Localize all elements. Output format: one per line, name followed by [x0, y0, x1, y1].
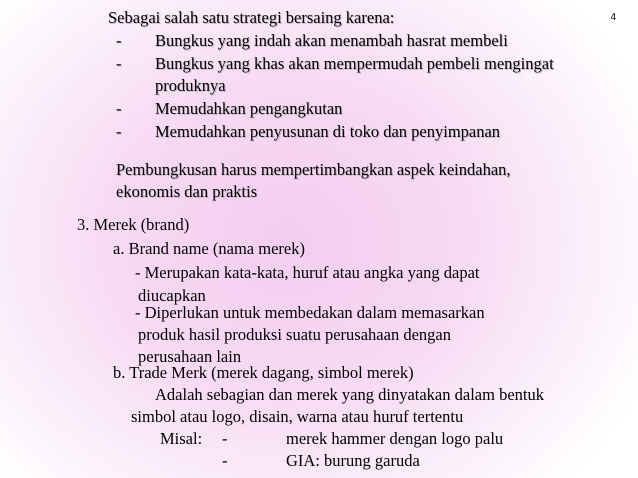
conclusion-line-2: ekonomis dan praktis [116, 182, 258, 201]
brand-name-title: a. Brand name (nama merek) [113, 239, 305, 258]
example-label: Misal: [160, 429, 203, 448]
reason-dash-4: - [116, 122, 122, 141]
reason-item-1: Bungkus yang indah akan menambah hasrat membeli [155, 31, 508, 50]
reason-item-2-cont: produknya [155, 76, 226, 95]
example-dash-1: - [222, 429, 228, 448]
trade-merk-title: b. Trade Merk (merek dagang, simbol merek) [113, 363, 414, 382]
example-item-1: merek hammer dengan logo palu [286, 429, 504, 448]
trade-merk-line-1: Adalah sebagian dan merek yang dinyatakan dalam bentuk [155, 385, 544, 404]
brand-name-item-2-cont: produk hasil produksi suatu perusahaan dengan [138, 325, 451, 344]
reason-dash-3: - [116, 99, 122, 118]
reason-item-2: Bungkus yang khas akan mempermudah pembeli mengingat [155, 54, 554, 73]
reason-dash-2: - [116, 54, 122, 73]
trade-merk-line-2: simbol atau logo, disain, warna atau huruf tertentu [131, 407, 464, 426]
example-dash-2: - [222, 451, 228, 470]
brand-name-item-2-cont-2: perusahaan lain [138, 347, 242, 366]
page-number: 4 [610, 12, 616, 23]
reason-item-4: Memudahkan penyusunan di toko dan penyimpanan [155, 122, 501, 141]
intro-text: Sebagai salah satu strategi bersaing karena: [108, 8, 395, 27]
brand-name-item-2: - Diperlukan untuk membedakan dalam memasarkan [135, 303, 485, 322]
brand-name-item-1-cont: diucapkan [138, 286, 206, 305]
reason-item-3: Memudahkan pengangkutan [155, 99, 343, 118]
brand-name-item-1: - Merupakan kata-kata, huruf atau angka yang dapat [135, 263, 480, 282]
brand-heading: 3. Merek (brand) [77, 215, 190, 234]
example-item-2: GIA: burung garuda [286, 451, 420, 470]
reason-dash-1: - [116, 31, 122, 50]
conclusion-line-1: Pembungkusan harus mempertimbangkan aspek keindahan, [116, 160, 511, 179]
